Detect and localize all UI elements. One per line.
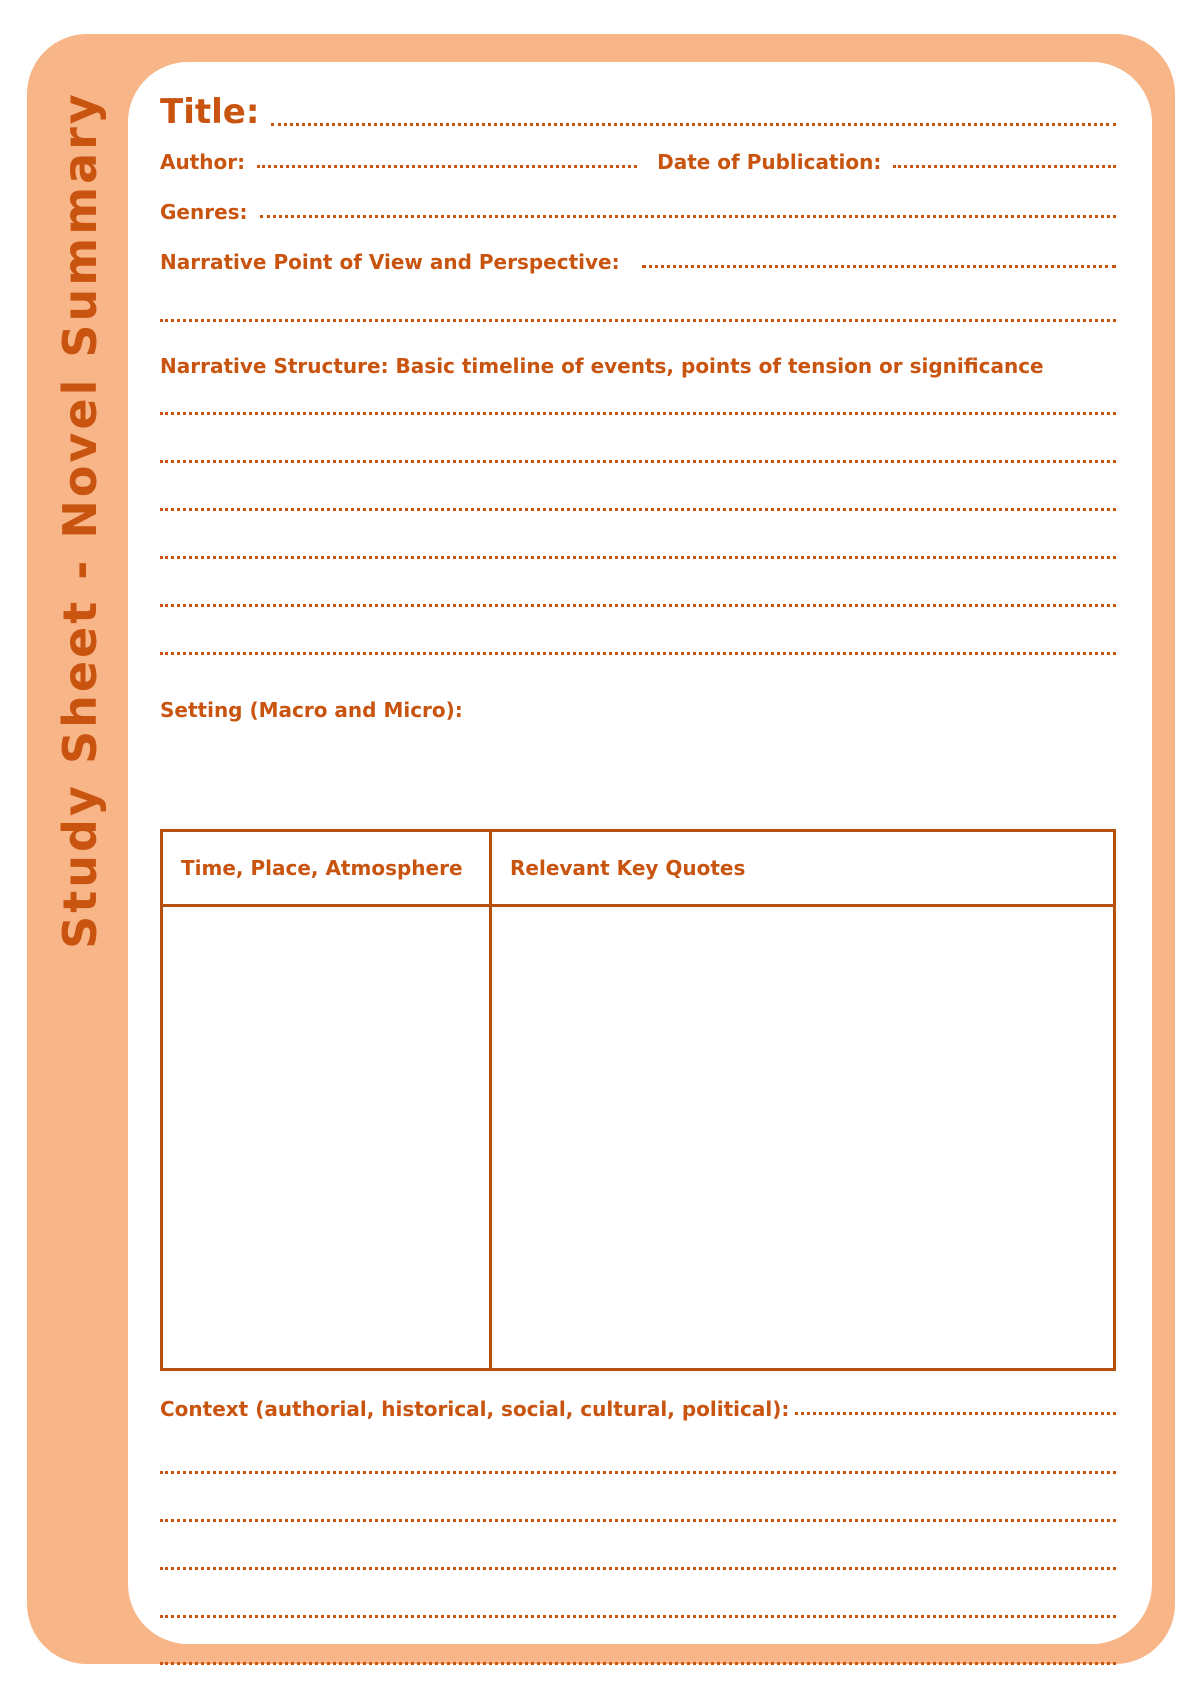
narrative-structure-line-2[interactable] [160, 460, 1116, 463]
side-title-text: Study Sheet - Novel Summary [53, 91, 107, 949]
title-label: Title: [160, 92, 260, 132]
narrative-pov-line-2[interactable] [160, 319, 1116, 322]
time-place-cell[interactable] [162, 906, 491, 1370]
context-line-6[interactable] [160, 1662, 1116, 1665]
context-line-4[interactable] [160, 1567, 1116, 1570]
narrative-structure-line-3[interactable] [160, 508, 1116, 511]
narrative-pov-label: Narrative Point of View and Perspective: [160, 250, 620, 274]
genres-label: Genres: [160, 200, 248, 224]
setting-label: Setting (Macro and Micro): [160, 698, 463, 722]
context-label: Context (authorial, historical, social, cultural, political): [160, 1397, 790, 1421]
context-row [160, 1397, 1116, 1421]
setting-table-body [162, 906, 1115, 1370]
study-sheet [128, 62, 1152, 1644]
genres-row [160, 200, 1116, 224]
narrative-pov-row [160, 250, 1116, 274]
author-label: Author: [160, 150, 246, 174]
genres-line[interactable] [260, 215, 1116, 218]
author-date-row [160, 150, 1116, 174]
narrative-structure-line-4[interactable] [160, 556, 1116, 559]
setting-table [160, 829, 1116, 1371]
side-title [44, 80, 116, 960]
narrative-pov-line[interactable] [642, 265, 1116, 268]
date-of-publication-label: Date of Publication: [657, 150, 882, 174]
context-line-3[interactable] [160, 1519, 1116, 1522]
context-line-2[interactable] [160, 1471, 1116, 1474]
narrative-structure-row [160, 354, 1116, 378]
date-of-publication-line[interactable] [893, 165, 1116, 168]
context-line[interactable] [795, 1412, 1116, 1415]
author-line[interactable] [257, 165, 637, 168]
narrative-structure-label: Narrative Structure: Basic timeline of events, points of tension or significance [160, 354, 1044, 378]
setting-table-header [162, 831, 1115, 906]
title-row [160, 92, 1116, 132]
col-header-time-place: Time, Place, Atmosphere [162, 831, 491, 906]
context-line-5[interactable] [160, 1615, 1116, 1618]
col-header-key-quotes: Relevant Key Quotes [491, 831, 1115, 906]
narrative-structure-line-5[interactable] [160, 604, 1116, 607]
setting-row [160, 698, 1116, 722]
title-line[interactable] [271, 123, 1116, 126]
narrative-structure-line-1[interactable] [160, 412, 1116, 415]
narrative-structure-line-6[interactable] [160, 652, 1116, 655]
key-quotes-cell[interactable] [491, 906, 1115, 1370]
